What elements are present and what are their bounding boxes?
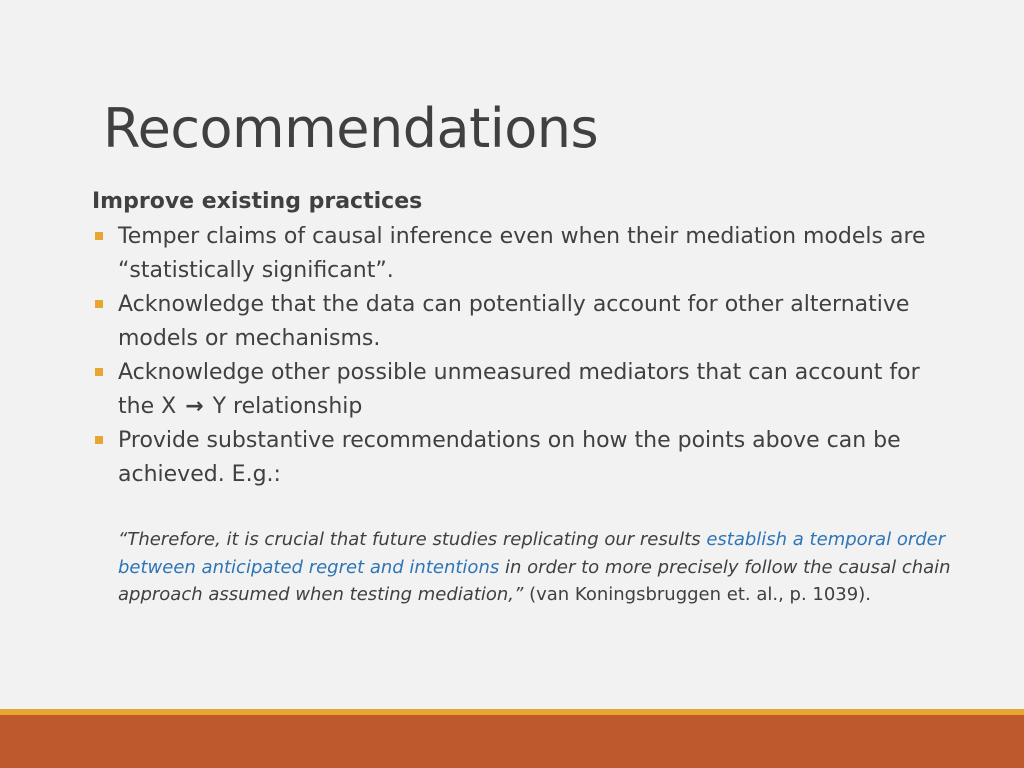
quote-text: in order to more precisely follow the causal chain approach assumed when testing mediation,” <box>118 556 951 605</box>
square-bullet-icon <box>95 368 103 376</box>
bullet-item <box>92 288 952 356</box>
bullet-list <box>92 220 952 492</box>
bullet-text: Acknowledge other possible unmeasured mediators that can account for the X <box>118 360 920 419</box>
bullet-item <box>92 220 952 288</box>
bullet-text: Acknowledge that the data can potentially account for other alternative models or mechanisms. <box>118 292 910 351</box>
right-arrow-icon: → <box>185 394 204 419</box>
quote-text: “Therefore, it is crucial that future studies replicating our results <box>118 529 707 550</box>
example-quote <box>118 526 952 609</box>
accent-bar-thick <box>0 715 1024 768</box>
square-bullet-icon <box>95 300 103 308</box>
slide-title: Recommendations <box>103 97 599 161</box>
bullet-text: Temper claims of causal inference even when their mediation models are “statistically significant”. <box>118 224 926 283</box>
quote-highlight: establish a temporal order between anticipated regret and intentions <box>118 529 946 578</box>
bullet-text: Y relationship <box>212 394 363 419</box>
section-subheading: Improve existing practices <box>92 189 423 214</box>
square-bullet-icon <box>95 436 103 444</box>
slide-body <box>92 186 952 609</box>
quote-citation: (van Koningsbruggen et. al., p. 1039). <box>523 584 871 605</box>
bullet-text: Provide substantive recommendations on how the points above can be achieved. E.g.: <box>118 428 901 487</box>
bullet-item <box>92 424 952 492</box>
square-bullet-icon <box>95 232 103 240</box>
bullet-item <box>92 356 952 424</box>
